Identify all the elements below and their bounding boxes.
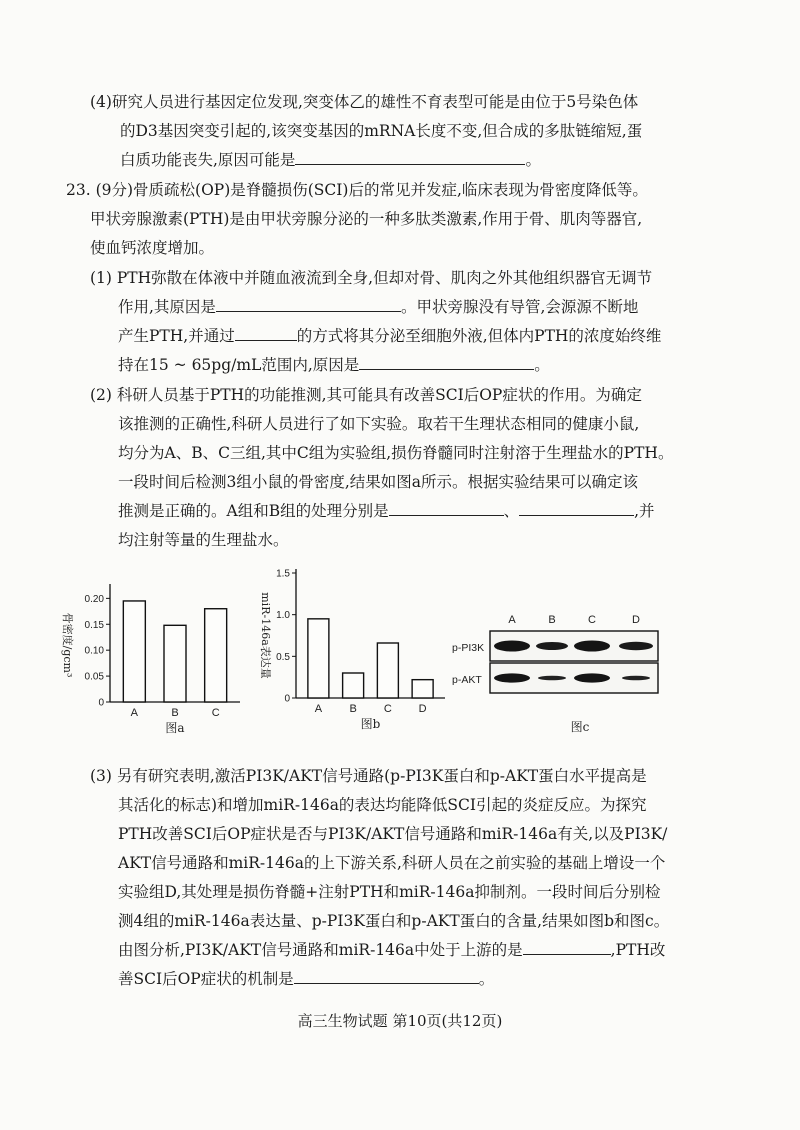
y-tick-label: 1.5 [276,568,290,580]
y-tick-label: 0.10 [84,645,104,657]
chart-title: 图a [165,721,185,735]
text-segment: ,并 [634,502,655,520]
figure-c-title: 图c [570,720,590,734]
answer-blank[interactable] [295,146,525,165]
answer-blank[interactable] [216,293,401,312]
band-p-pi3k-d [619,642,653,650]
answer-blank[interactable] [235,322,297,341]
answer-blank[interactable] [519,497,634,516]
q23-part1-line2 [118,293,638,322]
bar-a [308,619,329,698]
text-segment: 白质功能丧失,原因可能是 [120,151,296,169]
chart-title: 图b [360,717,381,731]
y-tick-label: 1.0 [276,610,290,622]
figure-a-chart [50,570,250,735]
q23-part2-line3: 均分为A、B、C三组,其中C组为实验组,损伤脊髓同时注射溶于生理盐水的PTH。 [118,444,674,462]
text-segment: 。甲状旁腺没有导管,会源源不断地 [400,298,639,316]
q23-part3-line2: 其活化的标志)和增加miR-146a的表达均能降低SCI引起的炎症反应。为探究 [118,796,647,814]
figure-b-chart [250,565,460,735]
answer-blank[interactable] [389,497,504,516]
text-segment: 持在15 ~ 65pg/mL范围内,原因是 [118,356,360,374]
text-segment: 。 [478,970,495,988]
page-footer: 高三生物试题 第10页(共12页) [297,1012,503,1030]
y-axis-label: 骨密度/gcm³ [61,612,74,678]
q23-part1-line3 [118,322,661,351]
answer-blank[interactable] [359,351,534,370]
text-segment: 由图分析,PI3K/AKT信号通路和miR-146a中处于上游的是 [118,941,523,959]
text-segment: 的方式将其分泌至细胞外液,但体内PTH的浓度始终维 [296,327,662,345]
x-tick-label: C [383,703,392,715]
y-axis-label: miR-146a表达量 [259,592,272,679]
q23-part3-line6: 测4组的miR-146a表达量、p-PI3K蛋白和p-AKT蛋白的含量,结果如图b和图c。 [118,912,670,930]
q23-part1-line1: (1) PTH弥散在体液中并随血液流到全身,但却对骨、肌肉之外其他组织器官无调节 [90,269,653,287]
q23-intro-line2: 甲状旁腺激素(PTH)是由甲状旁腺分泌的一种多肽类激素,作用于骨、肌肉等器官, [90,210,643,228]
q22-part4-line3 [120,146,541,175]
x-tick-label: A [130,707,139,719]
q23-part3-line3: PTH改善SCI后OP症状是否与PI3K/AKT信号通路和miR-146a有关,以及PI3K/ [118,825,668,843]
y-tick-label: 0.20 [84,593,104,605]
band-p-pi3k-c [574,641,610,652]
band-p-pi3k-a [494,641,530,652]
lane-label-c: C [588,614,596,626]
q23-intro-line1: 23. (9分)骨质疏松(OP)是脊髓损伤(SCI)后的常见并发症,临床表现为骨密度降低等。 [66,181,648,199]
q22-part4-line1: (4)研究人员进行基因定位发现,突变体乙的雄性不育表型可能是由位于5号染色体 [90,93,639,111]
text-segment: 。 [525,151,541,169]
q23-part1-line4 [118,351,550,380]
band-p-akt-a [494,673,530,682]
y-tick-label: 0.15 [84,619,104,631]
x-tick-label: A [314,703,323,715]
text-segment: 产生PTH,并通过 [118,327,235,345]
lane-label-a: A [508,614,516,626]
bar-b [343,673,364,698]
q23-part2-line1: (2) 科研人员基于PTH的功能推测,其可能具有改善SCI后OP症状的作用。为确定 [90,386,642,404]
q23-part2-line4: 一段时间后检测3组小鼠的骨密度,结果如图a所示。根据实验结果可以确定该 [118,473,639,491]
x-tick-label: B [349,703,357,715]
bar-b [164,625,186,702]
x-tick-label: C [211,707,220,719]
bar-c [377,643,398,698]
answer-blank[interactable] [294,965,479,984]
text-segment: 、 [503,502,520,520]
lane-label-b: B [548,614,556,626]
band-p-pi3k-b [536,642,568,650]
q22-part4-line2: 的D3基因突变引起的,该突变基因的mRNA长度不变,但合成的多肽链缩短,蛋 [120,122,643,140]
y-tick-label: 0.05 [84,671,104,683]
answer-blank[interactable] [523,936,611,955]
x-tick-label: B [171,707,179,719]
bar-a [123,601,145,702]
q23-intro-line3: 使血钙浓度增加。 [90,239,215,257]
q23-part2-line2: 该推测的正确性,科研人员进行了如下实验。取若干生理状态相同的健康小鼠, [118,415,640,433]
bar-c [205,609,227,702]
figure-c-blot [440,605,670,745]
text-segment: 作用,其原因是 [118,298,216,316]
row-label-p-pi3k: p-PI3K [452,642,485,654]
q23-part3-line7 [118,936,665,965]
q23-part3-line4: AKT信号通路和miR-146a的上下游关系,科研人员在之前实验的基础上增设一个 [118,854,666,872]
q23-part2-line5 [118,497,655,526]
y-tick-label: 0 [284,693,290,705]
y-tick-label: 0 [98,697,104,709]
q23-part3-line1: (3) 另有研究表明,激活PI3K/AKT信号通路(p-PI3K蛋白和p-AKT蛋白水平提高是 [90,767,647,785]
band-p-akt-b [538,676,566,681]
text-segment: 。 [534,356,550,374]
y-tick-label: 0.5 [276,651,290,663]
row-label-p-akt: p-AKT [452,674,482,686]
text-segment: 推测是正确的。A组和B组的处理分别是 [118,502,389,520]
bar-d [412,680,433,698]
lane-label-d: D [632,614,640,626]
text-segment: 善SCI后OP症状的机制是 [118,970,294,988]
band-p-akt-c [574,673,610,682]
text-segment: ,PTH改 [610,941,666,959]
q23-part3-line8 [118,965,494,994]
q23-part2-line6: 均注射等量的生理盐水。 [118,531,289,549]
x-tick-label: D [418,703,427,715]
band-p-akt-d [622,676,650,681]
q23-part3-line5: 实验组D,其处理是损伤脊髓+注射PTH和miR-146a抑制剂。一段时间后分别检 [118,883,661,901]
